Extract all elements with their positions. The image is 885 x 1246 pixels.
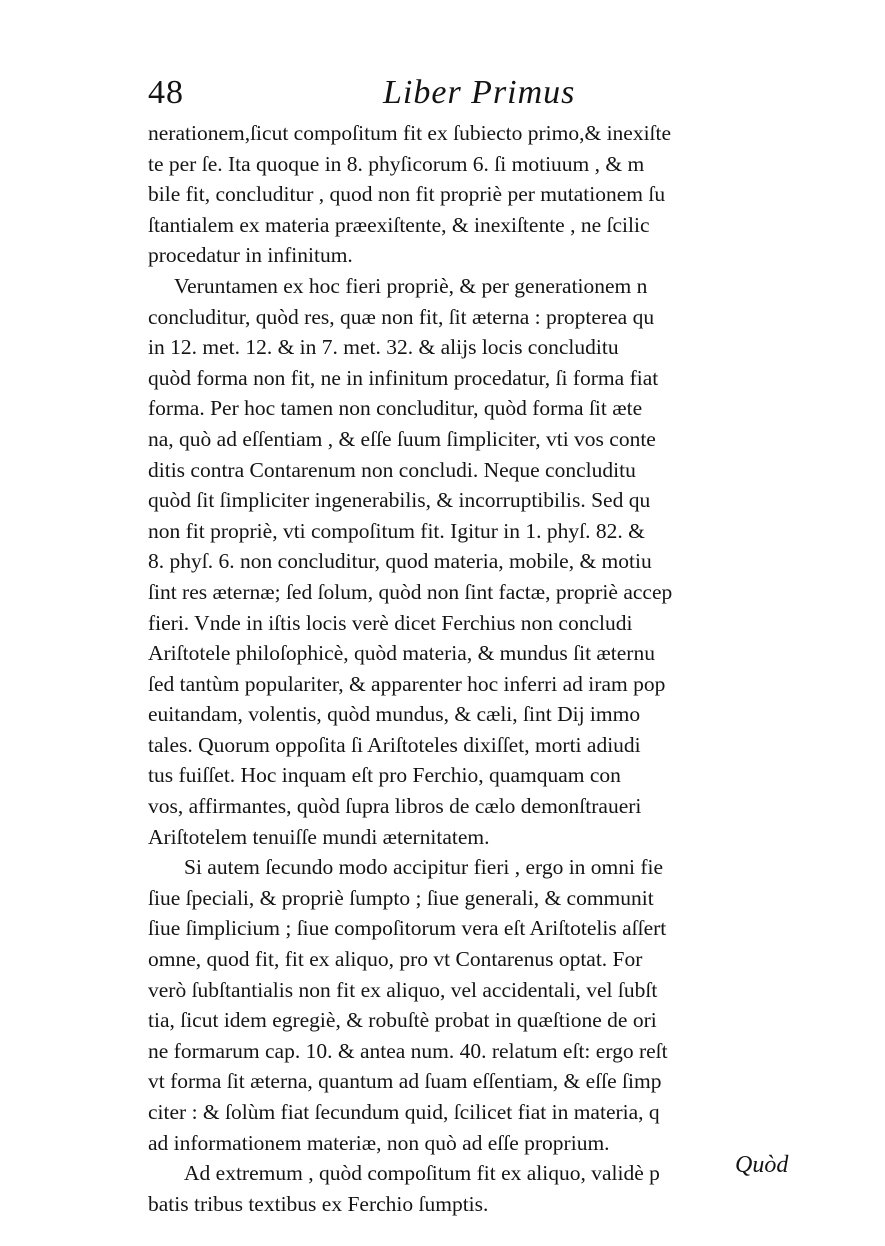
text-line: tus fuiſſet. Hoc inquam eſt pro Ferchio, quamquam con [148,763,621,788]
text-line: in 12. met. 12. & in 7. met. 32. & alijs locis concluditu [148,335,619,360]
text-line: fieri. Vnde in iſtis locis verè dicet Ferchius non concludi [148,610,633,635]
text-line: euitandam, volentis, quòd mundus, & cæli, ſint Dij immo [148,702,641,727]
text-line: forma. Per hoc tamen non concluditur, quòd forma ſit æte [148,396,643,421]
page-number: 48 [148,74,184,111]
text-line: ſiue ſimplicium ; ſiue compoſitorum vera eſt Ariſtotelis aſſert [148,916,667,941]
text-line: procedatur in infinitum. [148,243,353,268]
text-line: omne, quod fit, fit ex aliquo, pro vt Contarenus optat. For [148,947,643,972]
text-line: ſed tantùm populariter, & apparenter hoc inferri ad iram pop [148,671,666,696]
text-line: na, quò ad eſſentiam , & eſſe ſuum ſimpliciter, vti vos conte [148,426,656,451]
text-line: 8. phyſ. 6. non concluditur, quod materia, mobile, & motiu [148,549,652,574]
catchword: Quòd [735,1152,789,1178]
text-line: Ariſtotelem tenuiſſe mundi æternitatem. [148,824,490,849]
text-line: non fit propriè, vti compoſitum fit. Igitur in 1. phyſ. 82. & [148,518,645,543]
paragraph-start-line: Si autem ſecundo modo accipitur fieri , ergo in omni fie [184,855,664,880]
page-header [148,74,648,124]
text-line: ſint res æternæ; ſed ſolum, quòd non ſint factæ, propriè accep [148,579,673,604]
text-line: batis tribus textibus ex Ferchio ſumptis. [148,1191,489,1216]
body-text [148,118,818,1219]
text-line: Ariſtotele philoſophicè, quòd materia, & mundus ſit æternu [148,641,655,666]
text-line: ne formarum cap. 10. & antea num. 40. relatum eſt: ergo reſt [148,1038,668,1063]
text-line: tales. Quorum oppoſita ſi Ariſtoteles dixiſſet, morti adiudi [148,732,641,757]
text-line: citer : & ſolùm fiat ſecundum quid, ſcilicet fiat in materia, q [148,1100,660,1124]
paragraph-start-line: Veruntamen ex hoc fieri propriè, & per generationem n [174,273,648,298]
text-line: bile fit, concluditur , quod non fit propriè per mutationem ſu [148,182,666,207]
text-line: ad informationem materiæ, non quò ad eſſe proprium. [148,1130,610,1155]
text-line: ditis contra Contarenum non concludi. Neque concluditu [148,457,636,482]
text-line: nerationem,ſicut compoſitum fit ex ſubiecto primo,& inexiſte [148,121,672,145]
running-title: Liber Primus [383,74,576,111]
text-line: ſtantialem ex materia præexiſtente, & inexiſtente , ne ſcilic [148,212,650,237]
text-line: vos, affirmantes, quòd ſupra libros de cælo demonſtraueri [148,794,642,819]
text-line: ſiue ſpeciali, & propriè ſumpto ; ſiue generali, & communit [148,885,654,910]
text-line: quòd ſit ſimpliciter ingenerabilis, & incorruptibilis. Sed qu [148,488,651,513]
text-line: quòd forma non fit, ne in infinitum procedatur, ſi forma fiat [148,365,659,390]
text-line: concluditur, quòd res, quæ non fit, ſit æterna : propterea qu [148,304,655,329]
text-line: tia, ſicut idem egregiè, & robuſtè probat in quæſtione de ori [148,1008,657,1033]
text-line: verò ſubſtantialis non fit ex aliquo, vel accidentali, vel ſubſt [148,977,658,1002]
paragraph-start-line: Ad extremum , quòd compoſitum fit ex aliquo, validè p [184,1161,660,1186]
text-line: vt forma ſit æterna, quantum ad ſuam eſſentiam, & eſſe ſimp [148,1069,662,1094]
text-line: te per ſe. Ita quoque in 8. phyſicorum 6. ſi motiuum , & m [148,151,645,176]
